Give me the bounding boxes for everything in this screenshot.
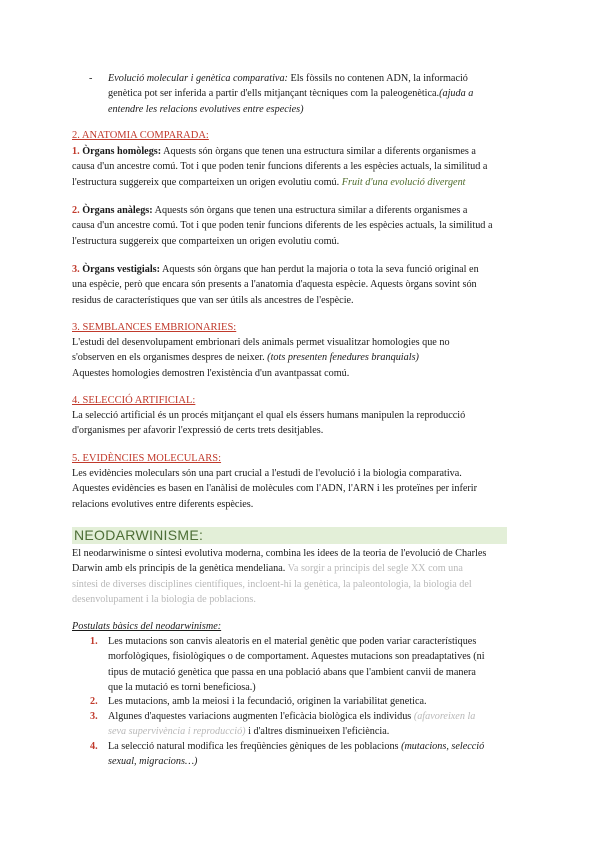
analegs-number: 2.	[72, 205, 80, 216]
embrionaries-line1: L'estudi del desenvolupament embrionari dels animals permet visualitzar homologies que no	[72, 337, 450, 348]
section-heading-moleculars: 5. EVIDÈNCIES MOLECULARS:	[72, 453, 222, 464]
paragraph-neodarwinisme	[72, 546, 532, 607]
seleccio-line2: d'organismes per afavorir l'expressió de certs trets desitjables.	[72, 425, 324, 437]
paragraph-moleculars	[72, 466, 532, 512]
item-2-line1: Les mutacions, amb la meiosi i la fecundació, originen la variabilitat genetica.	[108, 696, 427, 707]
homologs-title: Òrgans homòlegs:	[82, 146, 162, 157]
item-3-number	[90, 709, 98, 724]
bullet-line3-note: entendre les relacions evolutives entre especies)	[108, 103, 304, 115]
seleccio-line1: La selecció artificial és un procés mitjançant el qual els éssers humans manipulen la reproducció	[72, 410, 466, 421]
item-4-num: 4.	[90, 741, 98, 752]
analegs-line2: causa d'un ancestre comú. Tot i que poden tenir funcions diferents de les espècies actuals, la similitud a	[72, 220, 493, 232]
item-1-line4: que la mutació es torni beneficiosa.)	[108, 681, 256, 693]
item-1-line2: morfològiques, fisiològiques o de comportament. Aquestes mutacions son preadaptatives (ni	[108, 651, 485, 663]
vestigials-line3: residus de característiques que van ser útils als ancestres de l'espècie.	[72, 294, 354, 306]
moleculars-line2: Aquestes evidències es basen en l'anàlisi de molècules com l'ADN, l'ARN i les proteïnes per inferir	[72, 483, 477, 495]
list-item-3	[108, 709, 538, 740]
analegs-line3: l'estructura suggereix que comparteixen un origen evolutiu comú.	[72, 235, 340, 247]
item-4-number	[90, 739, 98, 754]
moleculars-line3: relacions evolutives entre diferents espècies.	[72, 498, 254, 510]
neo-line1: El neodarwinisme o síntesi evolutiva moderna, combina les idees de la teoria de l'evolució de Charles	[72, 548, 487, 559]
item-1-number	[90, 634, 98, 649]
bullet-title: Evolució molecular i genètica comparativa:	[108, 73, 288, 84]
neo-line2-faint: Va sorgir a principis del segle XX com una	[287, 563, 463, 575]
paragraph-vestigials	[72, 262, 532, 308]
embrionaries-line2: s'observen en els organismes despres de neixer.	[72, 352, 268, 364]
bullet-line1: Els fòssils no contenen ADN, la informació	[287, 73, 468, 84]
postulats-heading	[72, 619, 532, 634]
homologs-note: Fruit d'una evolució divergent	[341, 176, 466, 188]
analegs-title: Òrgans anàlegs:	[82, 205, 153, 216]
vestigials-line2: una espècie, però que encara són presents a l'anatomia d'aquesta espècie. Aquests òrgans sovint són	[72, 279, 477, 291]
bullet-line2: genètica pot ser inferida a partir d'ells mitjançant tècniques com la paleogenètica.	[108, 88, 440, 100]
bullet-line2-note: (ajuda a	[439, 88, 474, 100]
section-heading-embrionaries: 3. SEMBLANCES EMBRIONARIES:	[72, 322, 237, 333]
list-item-1	[108, 634, 538, 695]
embrionaries-note: (tots presenten fenedures branquials)	[267, 352, 419, 364]
bullet-dash: -	[89, 73, 93, 84]
item-2-number	[90, 694, 98, 709]
analegs-line1: Aquests són òrgans que tenen una estructura similar a diferents organismes a	[152, 205, 468, 216]
item-2-num: 2.	[90, 696, 98, 707]
vestigials-title: Òrgans vestigials:	[82, 264, 161, 275]
embrionaries-line3: Aquestes homologies demostren l'existència d'un avantpassat comú.	[72, 367, 350, 379]
bullet-molecular	[108, 71, 538, 117]
item-4-line1-note: (mutacions, selecció	[401, 741, 485, 752]
homologs-number: 1.	[72, 146, 80, 157]
item-1-line1: Les mutacions son canvis aleatoris en el material genètic que poden variar característiques	[108, 636, 477, 647]
item-4-line2-note: sexual, migracions…)	[108, 756, 198, 768]
neo-line3-faint: síntesi de diverses disciplines científiques, incloent-hi la genètica, la paleontologia, la biologia del	[72, 578, 472, 590]
vestigials-number: 3.	[72, 264, 80, 275]
item-1-line3: tipus de mutació genètica que passa en una població abans que l'ambient canvii de manera	[108, 666, 476, 678]
paragraph-seleccio	[72, 408, 532, 439]
item-3-line1: Algunes d'aquestes variacions augmenten l'eficàcia biològica els individus	[108, 711, 414, 722]
item-3-num: 3.	[90, 711, 98, 722]
list-item-2	[108, 694, 538, 709]
item-3-line2-faint: seva supervivència i reproducció)	[108, 726, 246, 738]
homologs-line1: Aquests són òrgans que tenen una estructura similar a diferents organismes a	[161, 146, 476, 157]
item-1-num: 1.	[90, 636, 98, 647]
section-heading-seleccio: 4. SELECCIÓ ARTIFICIAL:	[72, 395, 196, 406]
homologs-line3: l'estructura suggereix que comparteixen un origen evolutiu comú.	[72, 176, 342, 188]
paragraph-embrionaries	[72, 335, 532, 381]
moleculars-line1: Les evidències moleculars són una part crucial a l'estudi de l'evolució i la biologia comparativa.	[72, 468, 462, 479]
list-item-4	[108, 739, 538, 770]
paragraph-homologs	[72, 144, 532, 190]
neo-line4-faint: desenvolupament i la biologia de poblacions.	[72, 593, 256, 605]
neodarwinisme-heading: NEODARWINISME:	[72, 527, 507, 544]
paragraph-analegs	[72, 203, 532, 249]
homologs-line2: causa d'un ancestre comú. Tot i que poden tenir funcions diferents a les espècies actuals, la similitud a	[72, 161, 488, 173]
postulats-title: Postulats bàsics del neodarwinisme:	[72, 621, 222, 632]
item-4-line1: La selecció natural modifica les freqüències gèniques de les poblacions	[108, 741, 402, 752]
vestigials-line1: Aquests són òrgans que han perdut la majoria o tota la seva funció original en	[160, 264, 479, 275]
item-3-line1-faint: (afavoreixen la	[413, 711, 476, 722]
section-heading-anatomia: 2. ANATOMIA COMPARADA:	[72, 130, 209, 141]
item-3-line2: i d'altres disminueixen l'eficiència.	[245, 726, 390, 738]
neo-line2: Darwin amb els principis de la genètica mendeliana.	[72, 563, 288, 575]
